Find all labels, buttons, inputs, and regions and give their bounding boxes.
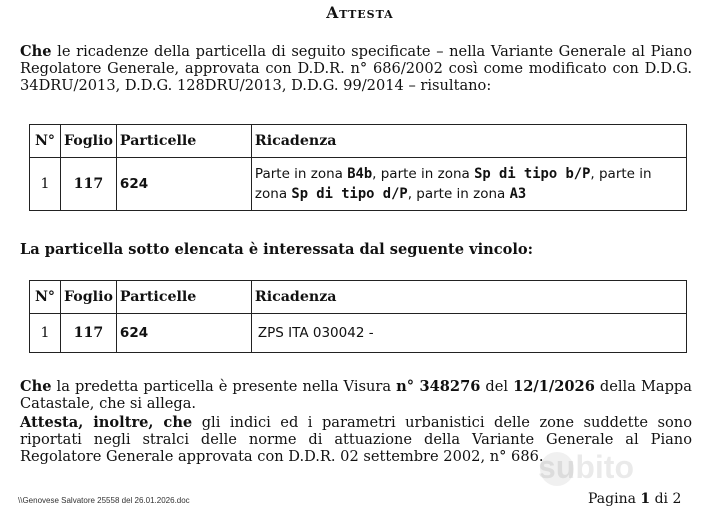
ricadenza-text: , parte in zona	[254, 166, 652, 202]
page-number	[588, 491, 681, 507]
header-particelle: Particelle	[116, 125, 251, 158]
visura-number: n° 348276	[396, 378, 481, 395]
header-n: N°	[30, 281, 61, 314]
table-row	[30, 158, 687, 211]
parcel-table-ricadenza	[29, 124, 687, 211]
header-foglio: Foglio	[61, 125, 117, 158]
cell-ricadenza	[251, 158, 686, 211]
paragraph-text: del	[480, 378, 514, 395]
paragraph-text: le ricadenze della particella di seguito specificate – nella Variante Generale al Piano Regolatore Generale, approvata con D.D.R. n° 686/2002 così come modificato con D.D.G. 34DRU/2013, D.D.G. 128DRU/2013, D.D.G. 99/2014 – risultano:	[20, 43, 692, 94]
document-title: Attesta	[326, 3, 394, 22]
paragraph-text: gli indici ed i parametri urbanistici delle zone suddette sono riportati negli stralci delle norme di attuazione della Variante Generale al Piano Regolatore Generale approvata con D.D.R. 02 settembre 2002, n° 686.	[20, 414, 692, 465]
footer-file-path: \\Genovese Salvatore 25558 del 26.01.2026.doc	[18, 496, 190, 505]
header-ricadenza: Ricadenza	[251, 125, 686, 158]
paragraph-lead: Che	[20, 43, 52, 60]
page-total: 2	[672, 491, 682, 507]
paragraph-ricadenze	[20, 43, 692, 94]
watermark: subito	[538, 449, 634, 485]
paragraph-text: della Mappa Catastale, che si allega.	[20, 378, 692, 412]
section-heading-vincolo: La particella sotto elencata è interessata dal seguente vincolo:	[20, 241, 534, 258]
paragraph-lead: Che	[20, 378, 52, 395]
header-ricadenza: Ricadenza	[251, 281, 686, 314]
cell-n: 1	[30, 158, 61, 211]
cell-particelle: 624	[116, 158, 251, 211]
table-header-row	[30, 125, 687, 158]
cell-particelle: 624	[116, 314, 251, 353]
cell-foglio: 117	[61, 314, 117, 353]
page-current: 1	[640, 491, 651, 507]
paragraph-text: la predetta particella è presente nella Visura	[51, 378, 397, 395]
header-n: N°	[30, 125, 61, 158]
table-header-row	[30, 281, 687, 314]
paragraph-visura	[20, 378, 692, 412]
paragraph-lead: Attesta, inoltre, che	[20, 414, 193, 431]
ricadenza-text: , parte in zona	[372, 166, 475, 182]
zone-code: A3	[509, 186, 527, 202]
cell-n: 1	[30, 314, 61, 353]
cell-foglio: 117	[61, 158, 117, 211]
table-row	[30, 314, 687, 353]
zone-code: Sp di tipo b/P	[474, 166, 591, 182]
zone-code: Sp di tipo d/P	[291, 186, 408, 202]
page-label: Pagina	[588, 491, 641, 507]
header-particelle: Particelle	[116, 281, 251, 314]
parcel-table-vincolo	[29, 280, 687, 353]
ricadenza-text: Parte in zona	[254, 166, 348, 182]
visura-date: 12/1/2026	[513, 378, 595, 395]
zone-code: B4b	[347, 166, 373, 182]
page-label: di	[650, 491, 673, 507]
cell-ricadenza: ZPS ITA 030042 -	[251, 314, 686, 353]
ricadenza-text: , parte in zona	[407, 186, 510, 202]
header-foglio: Foglio	[61, 281, 117, 314]
